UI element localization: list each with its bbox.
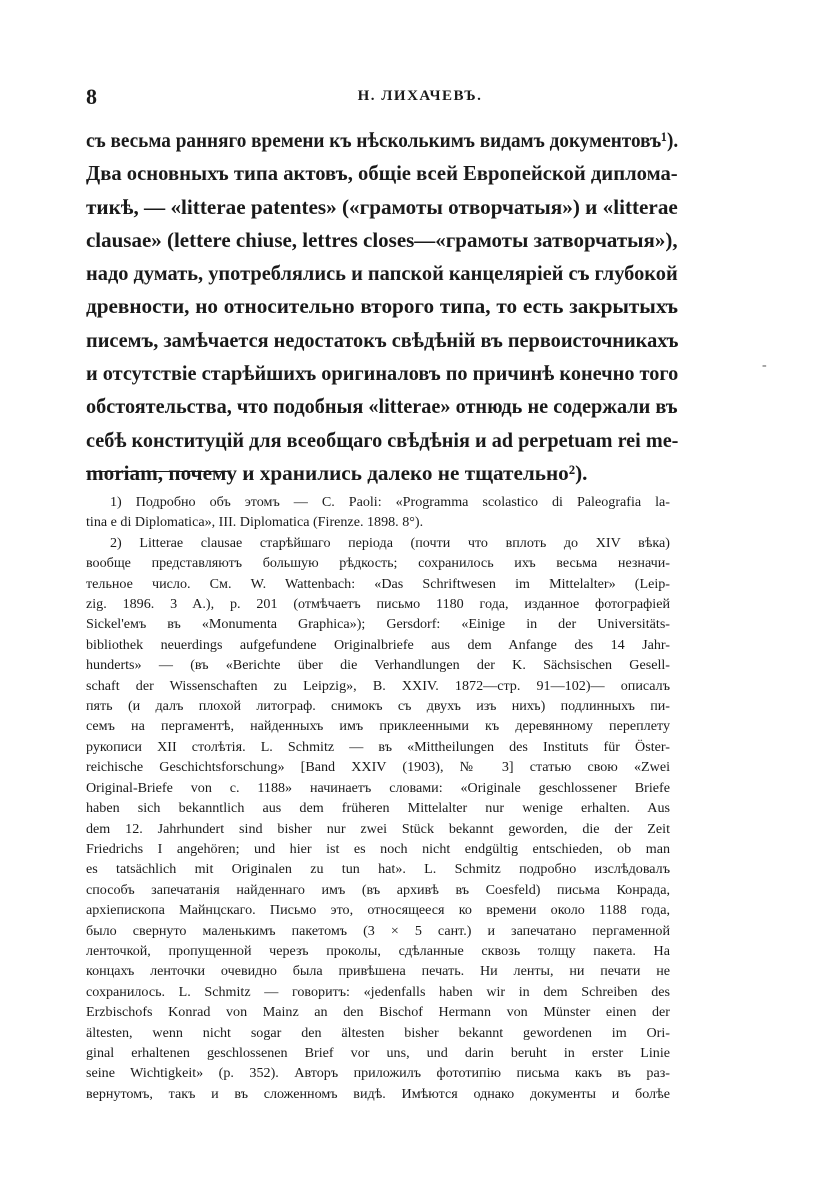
footnote-line: 2) Litterae clausae старѣйшаго періода (почти что вплоть до XIV вѣка) bbox=[110, 534, 670, 551]
footnote-rule bbox=[86, 471, 228, 472]
text-line: moriam, почему и хранились далеко не тщательно²). bbox=[86, 460, 588, 485]
footnote-line: вообще представляютъ большую рѣдкость; сохранилось ихъ весьма незначи- bbox=[86, 555, 670, 572]
text-line: древности, но относительно второго типа, то есть закрытыхъ bbox=[86, 294, 678, 319]
footnote-line: способъ запечатанія найденнаго имъ (въ архивѣ въ Coesfeld) письма Конрада, bbox=[86, 881, 670, 898]
footnote-line: тельное число. См. W. Wattenbach: «Das Schriftwesen im Mittelalter» (Leip- bbox=[86, 575, 670, 592]
text-line: съ весьма ранняго времени къ нѣсколькимъ видамъ документовъ¹). bbox=[86, 128, 679, 152]
footnote-line: концахъ ленточки очевидно была привѣшена печать. Ни ленты, ни печати не bbox=[86, 963, 670, 980]
footnote-line: Friedrichs I angehören; und hier ist es noch nicht endgültig entschieden, ob man bbox=[86, 840, 670, 857]
footnote-line: семъ на пергаментѣ, найденныхъ имъ приклеенными къ деревянному переплету bbox=[86, 718, 670, 735]
footnote-line: ältesten, wenn nicht sogar den ältesten bisher bekannt gewordenen im Ori- bbox=[86, 1024, 670, 1041]
footnote-line: пять (и далъ плохой литограф. снимокъ съ двухъ изъ нихъ) подлинныхъ пи- bbox=[86, 698, 670, 715]
footnote-line: hunderts» — (въ «Berichte über die Verhandlungen der K. Sächsischen Gesell- bbox=[86, 657, 670, 674]
footnote-line: вернутомъ, такъ и въ сложенномъ видѣ. Имѣются однако документы и болѣе bbox=[86, 1085, 670, 1102]
footnote-line: seine Wichtigkeit» (p. 352). Авторъ приложилъ фототипію письма какъ въ раз- bbox=[86, 1065, 670, 1082]
footnote-line: сохранилось. L. Schmitz — говоритъ: «jedenfalls haben wir in dem Schreiben des bbox=[86, 983, 670, 1000]
footnote-line: ленточкой, пропущенной черезъ проколы, сдѣланные сквозь толщу пакета. На bbox=[86, 942, 670, 959]
footnote-line: bibliothek neuerdings aufgefundene Originalbriefe aus dem Anfange des 14 Jahr- bbox=[86, 636, 670, 653]
running-head: Н. ЛИХАЧЕВЪ. bbox=[357, 88, 483, 104]
text-line: Два основныхъ типа актовъ, общіе всей Европейской диплома- bbox=[86, 161, 678, 186]
margin-mark: - bbox=[762, 358, 767, 373]
footnote-line: ginal erhaltenen geschlossenen Brief vor uns, und darin beruht in erster Linie bbox=[86, 1044, 670, 1061]
footnote-line: tina e di Diplomatica», III. Diplomatica (Firenze. 1898. 8°). bbox=[86, 514, 424, 531]
text-line: тикѣ, — «litterae patentes» («грамоты отворчатыя») и «litterae bbox=[86, 194, 678, 219]
footnote-line: reichische Geschichtsforschung» [Band XXIV (1903), № 3] статью свою «Zwei bbox=[86, 759, 670, 776]
footnote-line: было свернуто маленькимъ пакетомъ (3 × 5 сант.) и запечатано пергаменной bbox=[86, 922, 670, 939]
footnote-line: haben sich bekanntlich aus dem früheren Mittelalter nur wenige erhalten. Aus bbox=[86, 800, 670, 817]
text-line: обстоятельства, что подобныя «litterae» отнюдь не содержали въ bbox=[86, 394, 678, 419]
text-line: себѣ конституцій для всеобщаго свѣдѣнія и ad perpetuam rei me- bbox=[86, 427, 679, 452]
footnote-line: архіепископа Майнцскаго. Письмо это, относящееся ко времени около 1188 года, bbox=[86, 902, 670, 919]
footnote-line: dem 12. Jahrhundert sind bisher nur zwei Stück bekannt geworden, die der Zeit bbox=[86, 820, 670, 837]
footnote-line: Sickel'емъ въ «Monumenta Graphica»); Gersdorf: «Einige in der Universitäts- bbox=[86, 616, 670, 633]
footnote-line: 1) Подробно объ этомъ — C. Paoli: «Programma scolastico di Paleografia la- bbox=[110, 494, 670, 510]
text-line: и отсутствіе старѣйшихъ оригиналовъ по причинѣ конечно того bbox=[86, 361, 679, 386]
main-text bbox=[86, 124, 678, 490]
footnote-line: zig. 1896. 3 A.), p. 201 (отмѣчаетъ письмо 1180 года, изданное фотографіей bbox=[86, 596, 670, 613]
text-line: писемъ, замѣчается недостатокъ свѣдѣній въ первоисточникахъ bbox=[86, 327, 679, 352]
page-number: 8 bbox=[86, 84, 97, 109]
footnote-line: Erzbischofs Konrad von Mainz an den Bischof Hermann von Münster einen der bbox=[86, 1004, 670, 1021]
footnote-line: рукописи XII столѣтія. L. Schmitz — въ «Mittheilungen des Instituts für Öster- bbox=[86, 738, 670, 755]
footnote-line: schaft der Wissenschaften zu Leipzig», B. XXIV. 1872—стр. 91—102)— описалъ bbox=[86, 677, 670, 694]
footnotes bbox=[86, 492, 670, 1104]
text-line: clausae» (lettere chiuse, lettres closes—«грамоты затворчатыя»), bbox=[86, 227, 678, 252]
footnote-line: es tatsächlich mit Originalen zu tun hat». L. Schmitz подробно изслѣдовалъ bbox=[86, 861, 670, 878]
text-line: надо думать, употреблялись и папской канцеляріей съ глубокой bbox=[86, 261, 678, 286]
footnote-line: Original-Briefe von c. 1188» начинаетъ словами: «Originale geschlossener Briefe bbox=[86, 779, 670, 796]
